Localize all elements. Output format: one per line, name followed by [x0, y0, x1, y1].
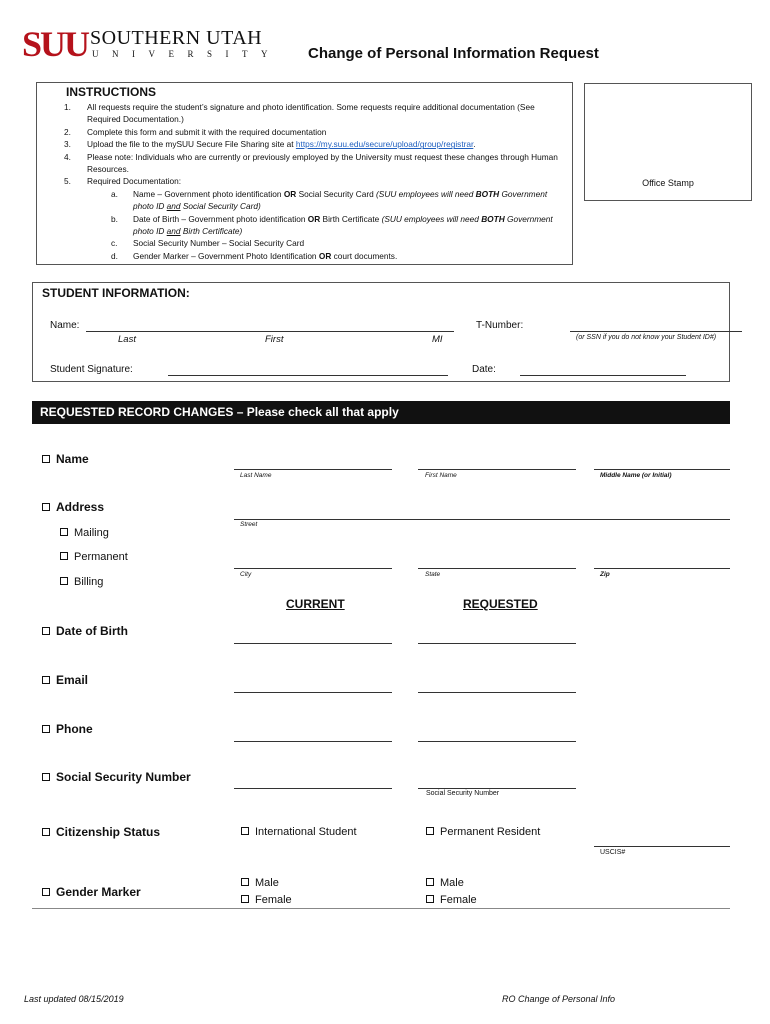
- ssn-current-line[interactable]: [234, 788, 392, 789]
- signature-input-line[interactable]: [168, 375, 448, 376]
- dob-checkbox[interactable]: [42, 627, 50, 635]
- current-female-option[interactable]: Female: [241, 894, 292, 906]
- instruction-item: 1. All requests require the student’s signature and photo identification. Some requests require additional documentation (See Required Documentation.): [64, 102, 535, 125]
- uscis-label: USCIS#: [600, 849, 626, 856]
- requested-female-checkbox[interactable]: [426, 895, 434, 903]
- last-name-label: Last Name: [240, 472, 272, 479]
- email-requested-line[interactable]: [418, 692, 576, 693]
- last-name-line[interactable]: [234, 469, 392, 470]
- international-student-checkbox[interactable]: [241, 827, 249, 835]
- office-stamp-label: Office Stamp: [642, 178, 694, 188]
- date-input-line[interactable]: [520, 375, 686, 376]
- middle-name-line[interactable]: [594, 469, 730, 470]
- permanent-resident-option[interactable]: Permanent Resident: [426, 826, 540, 838]
- citizenship-checkbox[interactable]: [42, 828, 50, 836]
- name-option[interactable]: Name: [42, 452, 89, 466]
- first-name-label: First Name: [425, 472, 457, 479]
- instruction-item: 3. Upload the file to the mySUU Secure File Sharing site at https://my.suu.edu/secure/upload/group/registrar.: [64, 139, 476, 150]
- logo-suu: SUU: [22, 24, 89, 64]
- phone-option[interactable]: Phone: [42, 722, 93, 736]
- requested-male-checkbox[interactable]: [426, 878, 434, 886]
- middle-name-label: Middle Name (or Initial): [600, 472, 672, 479]
- gender-option[interactable]: Gender Marker: [42, 885, 141, 899]
- date-label: Date:: [472, 364, 496, 375]
- ssn-note: (or SSN if you do not know your Student ID#): [576, 334, 717, 341]
- student-info-heading: STUDENT INFORMATION:: [42, 286, 190, 300]
- email-current-line[interactable]: [234, 692, 392, 693]
- last-name-sublabel: Last: [118, 334, 136, 345]
- current-female-checkbox[interactable]: [241, 895, 249, 903]
- address-option[interactable]: Address: [42, 500, 104, 514]
- permanent-checkbox[interactable]: [60, 552, 68, 560]
- mi-sublabel: MI: [432, 334, 443, 345]
- billing-option[interactable]: Billing: [60, 576, 103, 588]
- gender-checkbox[interactable]: [42, 888, 50, 896]
- email-option[interactable]: Email: [42, 673, 88, 687]
- dob-requested-line[interactable]: [418, 643, 576, 644]
- documentation-item: b. Date of Birth – Government photo identification OR Birth Certificate (SUU employees will need BOTH Government photo ID and Birth Certificate): [111, 213, 553, 237]
- name-input-line[interactable]: [86, 331, 454, 332]
- documentation-item: a. Name – Government photo identification OR Social Security Card (SUU employees will need BOTH Government photo ID and Social Security Card): [111, 188, 548, 212]
- street-label: Street: [240, 521, 258, 528]
- name-checkbox[interactable]: [42, 455, 50, 463]
- phone-current-line[interactable]: [234, 741, 392, 742]
- document-title: Change of Personal Information Request: [308, 45, 599, 62]
- state-label: State: [425, 571, 441, 578]
- last-updated: Last updated 08/15/2019: [24, 994, 124, 1004]
- permanent-resident-checkbox[interactable]: [426, 827, 434, 835]
- ssn-checkbox[interactable]: [42, 773, 50, 781]
- dob-option[interactable]: Date of Birth: [42, 624, 128, 638]
- requested-changes-heading: REQUESTED RECORD CHANGES – Please check all that apply: [32, 401, 730, 424]
- permanent-option[interactable]: Permanent: [60, 551, 128, 563]
- city-label: City: [240, 571, 252, 578]
- first-name-line[interactable]: [418, 469, 576, 470]
- signature-label: Student Signature:: [50, 364, 133, 375]
- citizenship-option[interactable]: Citizenship Status: [42, 825, 160, 839]
- current-male-option[interactable]: Male: [241, 877, 279, 889]
- ssn-field-label: Social Security Number: [426, 790, 500, 797]
- mailing-checkbox[interactable]: [60, 528, 68, 536]
- logo-name: SOUTHERN UTAH: [90, 27, 263, 49]
- phone-requested-line[interactable]: [418, 741, 576, 742]
- instructions-list: [60, 101, 560, 262]
- ssn-requested-line[interactable]: [418, 788, 576, 789]
- dob-current-line[interactable]: [234, 643, 392, 644]
- instruction-item: 5. Required Documentation: a. Name – Government photo identification OR Social Security Card (SUU employees will need BOTH Government photo ID and Social Security Card) b. Date of Birth – Government photo identification OR Birth Certificate (SUU employees will need BOTH Government photo ID and Birth Certificate) c. Social Security Number – Social Security Card d. Gender Marker – Government Photo Identification OR court documents.: [60, 175, 560, 262]
- current-male-checkbox[interactable]: [241, 878, 249, 886]
- current-column-heading: CURRENT: [286, 597, 345, 611]
- upload-link[interactable]: https://my.suu.edu/secure/upload/group/registrar: [295, 139, 474, 150]
- tnumber-label: T-Number:: [476, 320, 524, 331]
- phone-checkbox[interactable]: [42, 725, 50, 733]
- street-line[interactable]: [234, 519, 730, 520]
- address-checkbox[interactable]: [42, 503, 50, 511]
- ssn-option[interactable]: Social Security Number: [42, 770, 191, 784]
- requested-male-option[interactable]: Male: [426, 877, 464, 889]
- billing-checkbox[interactable]: [60, 577, 68, 585]
- instruction-item: 4. Please note: Individuals who are currently or previously employed by the University must request these changes through Human Resources.: [64, 151, 558, 175]
- instruction-item: 2. Complete this form and submit it with the required documentation: [64, 126, 327, 137]
- section-bottom-divider: [32, 908, 730, 909]
- mailing-option[interactable]: Mailing: [60, 527, 109, 539]
- documentation-item: c. Social Security Number – Social Security Card: [111, 238, 305, 249]
- email-checkbox[interactable]: [42, 676, 50, 684]
- instructions-heading: INSTRUCTIONS: [66, 85, 156, 99]
- requested-female-option[interactable]: Female: [426, 894, 477, 906]
- city-line[interactable]: [234, 568, 392, 569]
- zip-line[interactable]: [594, 568, 730, 569]
- zip-label: Zip: [600, 571, 610, 578]
- logo-university: UNIVERSITY: [92, 49, 281, 59]
- documentation-item: d. Gender Marker – Government Photo Identification OR court documents.: [111, 250, 398, 261]
- international-student-option[interactable]: International Student: [241, 826, 357, 838]
- uscis-line[interactable]: [594, 846, 730, 847]
- requested-column-heading: REQUESTED: [463, 597, 538, 611]
- form-name: RO Change of Personal Info: [502, 994, 616, 1004]
- first-name-sublabel: First: [265, 334, 284, 345]
- name-label: Name:: [50, 320, 80, 331]
- state-line[interactable]: [418, 568, 576, 569]
- tnumber-input-line[interactable]: [570, 331, 742, 332]
